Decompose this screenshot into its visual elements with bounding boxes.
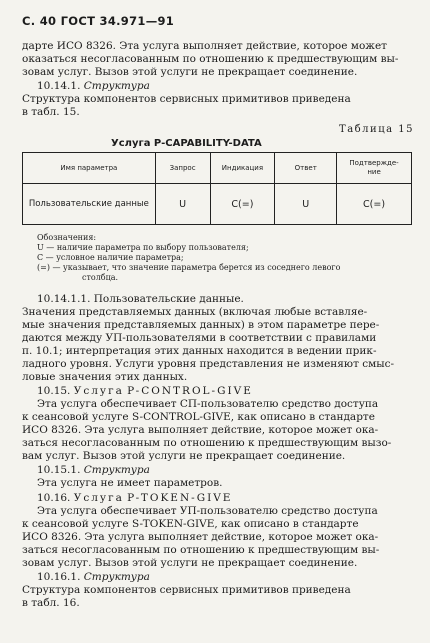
paragraph-line: к сеансовой услуге S-CONTROL-GIVE, как описано в стандарте: [22, 411, 375, 423]
paragraph-line: зовам услуг. Вызов этой услуги не прекращает соединение.: [22, 66, 358, 78]
paragraph-line: мые значения представляемых данных) в этом параметре пере-: [22, 319, 380, 331]
paragraph-line: заться несогласованным по отношению к предшествующим вызо-: [22, 437, 392, 449]
section-word: Услуга: [73, 492, 124, 504]
legend-line: столбца.: [82, 273, 119, 282]
table-header-row: [23, 153, 412, 184]
paragraph-line: Эта услуга обеспечивает СП-пользователю средство доступа: [37, 398, 379, 410]
paragraph-line: оказаться несогласованным по отношению к предшествующим вы-: [22, 53, 399, 65]
legend-line: (=) — указывает, что значение параметра берется из соседнего левого: [37, 263, 341, 272]
header-cell: Имя параметра: [23, 153, 156, 184]
parameters-table: [22, 152, 412, 225]
header-cell: Запрос: [155, 153, 210, 184]
legend-line: U — наличие параметра по выбору пользователя;: [37, 243, 249, 252]
paragraph-line: ловые значения этих данных.: [22, 371, 188, 383]
section-number: 10.15.: [37, 385, 71, 397]
section-number: 10.16.: [37, 492, 71, 504]
section-heading: [37, 571, 150, 584]
paragraph-line: в табл. 15.: [22, 106, 80, 118]
table-cell: C(=): [210, 184, 275, 225]
header-cell: Индикация: [210, 153, 275, 184]
section-title: Структура: [83, 571, 150, 583]
paragraph-line: к сеансовой услуге S-TOKEN-GIVE, как описано в стандарте: [22, 518, 359, 530]
page-header: С. 40 ГОСТ 34.971—91: [22, 14, 175, 28]
table-row: [23, 184, 412, 225]
legend-line: C — условное наличие параметра;: [37, 253, 184, 262]
section-title: Структура: [83, 464, 150, 476]
paragraph-line: зовам услуг. Вызов этой услуги не прекращает соединение.: [22, 557, 358, 569]
paragraph-line: Эта услуга обеспечивает УП-пользователю средство доступа: [37, 505, 378, 517]
section-heading: [37, 464, 150, 477]
paragraph-line: ладного уровня. Услуги уровня представления не изменяют смыс-: [22, 358, 395, 370]
paragraph-line: Структура компонентов сервисных примитивов приведена: [22, 93, 351, 105]
legend-line: Обозначения:: [37, 233, 97, 242]
header-cell: Подтвержде- ние: [337, 153, 412, 184]
paragraph-line: вам услуг. Вызов этой услуги не прекращает соединение.: [22, 450, 346, 462]
paragraph-line: в табл. 16.: [22, 597, 80, 609]
service-name: P-TOKEN-GIVE: [127, 492, 233, 504]
subsection-title: 10.14.1.1. Пользовательские данные.: [37, 293, 244, 305]
section-number: 10.16.1.: [37, 571, 81, 583]
section-number: 10.15.1.: [37, 464, 81, 476]
paragraph-line: Значения представляемых данных (включая любые вставляе-: [22, 306, 368, 318]
table-cell: Пользовательские данные: [23, 184, 156, 225]
paragraph-line: ИСО 8326. Эта услуга выполняет действие, которое может ока-: [22, 531, 379, 543]
paragraph-line: даются между УП-пользователями в соответствии с правилами: [22, 332, 377, 344]
header-cell: Ответ: [275, 153, 337, 184]
paragraph-line: п. 10.1; интерпретация этих данных находится в ведении прик-: [22, 345, 377, 357]
section-number: 10.14.1.: [37, 80, 81, 92]
paragraph-line: Эта услуга не имеет параметров.: [37, 477, 223, 489]
section-word: Услуга: [73, 385, 124, 397]
table-cell: U: [275, 184, 337, 225]
section-heading: [37, 80, 150, 93]
table-caption: Услуга P-CAPABILITY-DATA: [111, 138, 262, 149]
service-name: P-CONTROL-GIVE: [127, 385, 253, 397]
table-cell: C(=): [337, 184, 412, 225]
paragraph-line: ИСО 8326. Эта услуга выполняет действие, которое может ока-: [22, 424, 379, 436]
section-title: Структура: [83, 80, 150, 92]
section-heading: [37, 492, 232, 505]
paragraph-line: заться несогласованным по отношению к предшествующим вы-: [22, 544, 380, 556]
table-cell: U: [155, 184, 210, 225]
section-heading: [37, 385, 253, 398]
table-number: Таблица 15: [339, 124, 414, 135]
paragraph-line: Структура компонентов сервисных примитивов приведена: [22, 584, 351, 596]
paragraph-line: дарте ИСО 8326. Эта услуга выполняет действие, которое может: [22, 40, 387, 52]
